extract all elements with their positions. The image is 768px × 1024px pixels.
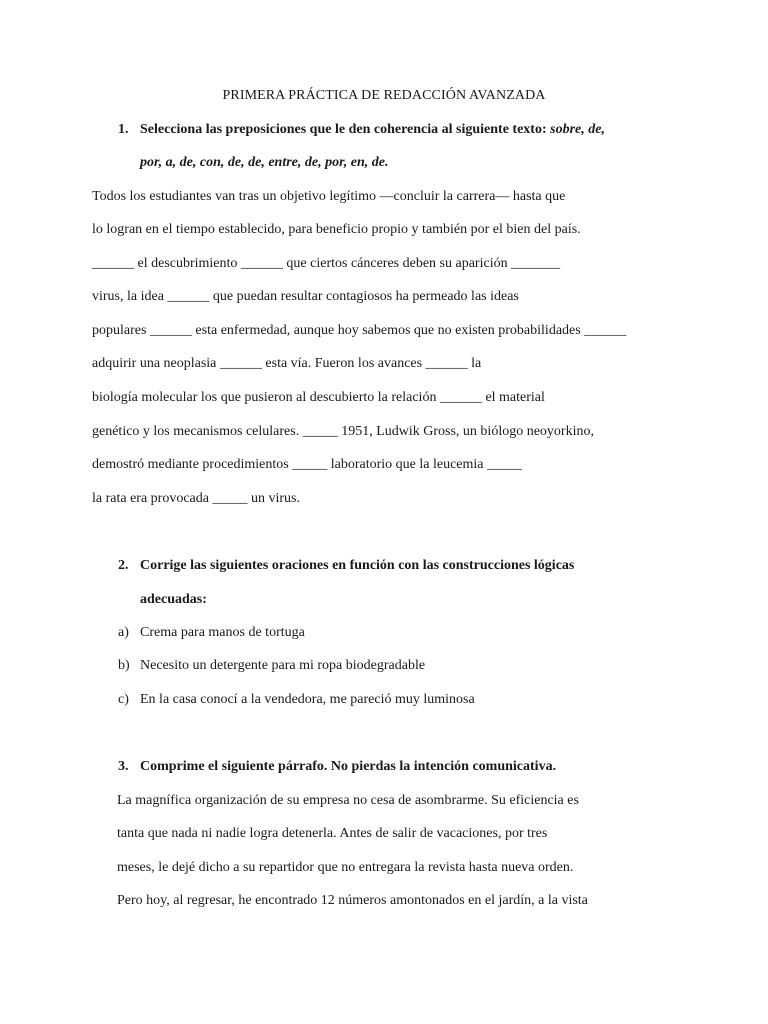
question-2-number: 2. — [118, 558, 129, 573]
question-3-prompt: Comprime el siguiente párrafo. No pierdas la intención comunicativa. — [140, 759, 557, 774]
document-title: PRIMERA PRÁCTICA DE REDACCIÓN AVANZADA — [222, 88, 546, 103]
q1-paragraph-line: populares ______ esta enfermedad, aunque hoy sabemos que no existen probabilidades ______ — [92, 323, 627, 338]
option-c-text: En la casa conocí a la vendedora, me pareció muy luminosa — [140, 692, 475, 707]
q1-paragraph-line: lo logran en el tiempo establecido, para beneficio propio y también por el bien del país. — [92, 222, 581, 237]
question-1-prompt-line2 — [140, 154, 388, 172]
question-3-number: 3. — [118, 759, 129, 774]
q3-paragraph-line: meses, le dejé dicho a su repartidor que no entregara la revista hasta nueva orden. — [117, 860, 574, 875]
q1-paragraph-line: adquirir una neoplasia ______ esta vía. Fueron los avances ______ la — [92, 356, 482, 371]
option-b-letter: b) — [118, 658, 130, 673]
q1-paragraph-line: virus, la idea ______ que puedan resultar contagiosos ha permeado las ideas — [92, 289, 519, 304]
option-b-text: Necesito un detergente para mi ropa biodegradable — [140, 658, 426, 673]
q1-paragraph-line: demostró mediante procedimientos _____ laboratorio que la leucemia _____ — [92, 457, 522, 472]
question-1-prompt-italic: sobre, de, — [550, 122, 605, 137]
q1-paragraph-line: la rata era provocada _____ un virus. — [92, 491, 300, 506]
option-a-text: Crema para manos de tortuga — [140, 625, 305, 640]
q1-paragraph-line: Todos los estudiantes van tras un objetivo legítimo —concluir la carrera— hasta que — [92, 189, 566, 204]
q3-paragraph-line: La magnífica organización de su empresa no cesa de asombrarme. Su eficiencia es — [117, 793, 579, 808]
question-2-prompt-line2: adecuadas: — [140, 592, 207, 607]
option-c-letter: c) — [118, 692, 129, 707]
question-1-number: 1. — [118, 122, 129, 137]
question-1-prepositions: por, a, de, con, de, de, entre, de, por, en, de. — [140, 155, 389, 170]
question-1-prompt-text: Selecciona las preposiciones que le den coherencia al siguiente texto: — [140, 122, 551, 137]
question-2-prompt: Corrige las siguientes oraciones en función con las construcciones lógicas — [140, 558, 575, 573]
q1-paragraph-line: ______ el descubrimiento ______ que ciertos cánceres deben su aparición _______ — [92, 256, 561, 271]
q3-paragraph-line: tanta que nada ni nadie logra detenerla. Antes de salir de vacaciones, por tres — [117, 826, 548, 841]
q3-paragraph-line: Pero hoy, al regresar, he encontrado 12 números amontonados en el jardín, a la vista — [117, 893, 588, 908]
q1-paragraph-line: genético y los mecanismos celulares. _____ 1951, Ludwik Gross, un biólogo neoyorkino, — [92, 424, 594, 439]
question-1-prompt — [140, 121, 605, 139]
option-a-letter: a) — [118, 625, 129, 640]
q1-paragraph-line: biología molecular los que pusieron al descubierto la relación ______ el material — [92, 390, 545, 405]
